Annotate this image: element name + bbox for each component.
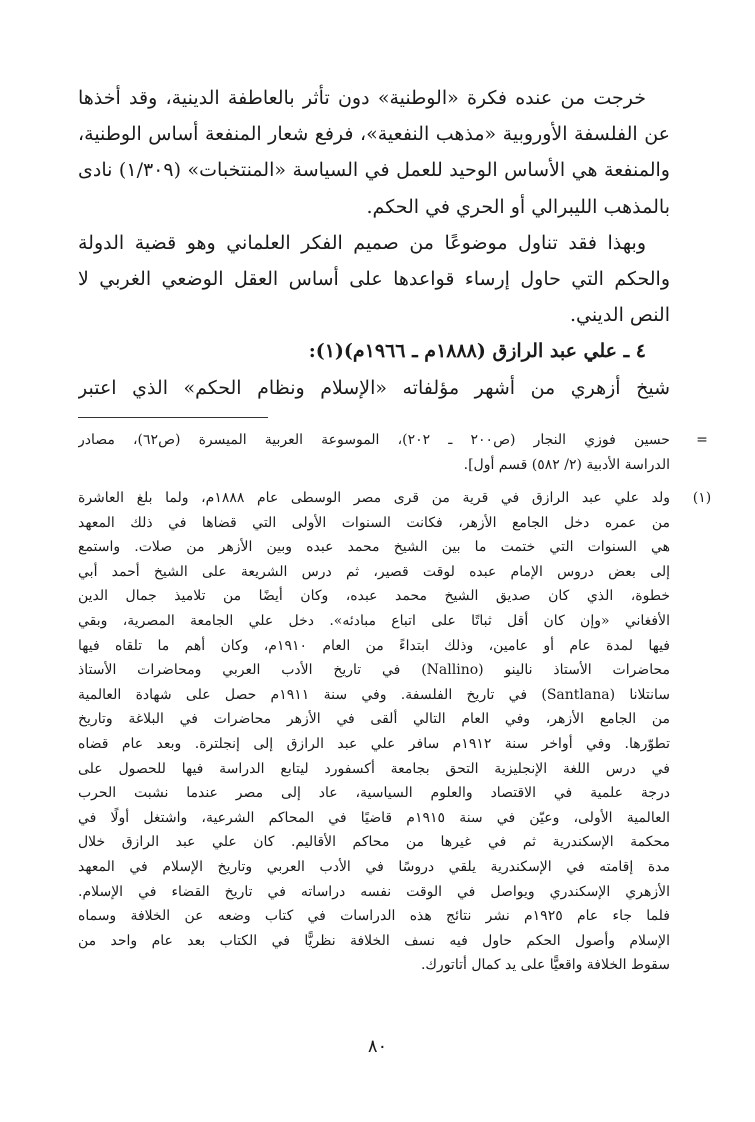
page-number: ٨٠ [367,1036,388,1057]
footnote-line: الأفغاني «وإن كان أقل ثباتًا على اتباع مبادئه». دخل علي الجامعة المصرية، وبقي [78,612,670,629]
footnote-line: مدة إقامته في الإسكندرية يلقي دروسًا في الأدب العربي وتاريخ الإسلام في المعهد [78,858,670,875]
footnote-line: الأزهري الإسكندري ويواصل في الوقت نفسه دراساته في تاريخ القضاء في الإسلام. [78,883,670,900]
footnote-line: سقوط الخلافة واقعيًّا على يد كمال أتاتورك. [420,957,670,974]
footnote-line: من الجامع الأزهر، وفي العام التالي ألقى في الأزهر محاضرات في البلاغة وتاريخ [78,711,670,728]
main-line: بالمذهب الليبرالي أو الحري في الحكم. [366,195,670,218]
footnote-line: الدراسة الأدبية (٢/ ٥٨٢) قسم أول]. [463,456,670,473]
footnote-line: حسين فوزي النجار (ص٢٠٠ ـ ٢٠٢)، الموسوعة العربية الميسرة (ص٦٢)، مصادر [78,432,670,448]
footnote-line: تطوّرها. وفي أواخر سنة ١٩١٢م سافر علي عبد الرازق إلى إنجلترة. وبعد عام قضاه [78,735,670,752]
footnote-line: من عمره دخل الجامع الأزهر، فكانت السنوات الأولى التي قضاها في ذلك المعهد [78,514,670,531]
main-text [78,80,670,406]
footnote-line: ولد علي عبد الرازق في قرية من قرى مصر الوسطى عام ١٨٨٨م، ولما بلغ العاشرة [78,490,670,506]
footnote-1 [78,486,712,978]
main-line: والمنفعة هي الأساس الوحيد للعمل في السياسة «المنتخبات» (١/٣٠٩) نادى [78,159,670,182]
main-line: النص الديني. [569,304,670,327]
footnote-1-marker: (١) [692,490,712,506]
footnote-line: خطوة، الذي كان صديق الشيخ محمد عبده، وكان أيضًا من تلاميذ جمال الدين [78,588,670,605]
footnote-line: محكمة الإسكندرية ثم في غيرها من محاكم الأقاليم. كان علي عبد الرازق خلال [78,834,670,851]
footnote-line: سانتلانا (Santlana) في تاريخ الفلسفة. وفي سنة ١٩١١م حصل على شهادة العالمية [78,686,670,703]
footnote-line: هي السنوات التي ختمت ما بين الشيخ محمد عبده وبين الأزهر من صلات. واستمع [78,539,670,556]
main-line: والحكم التي حاول إرساء قواعدها على أساس العقل الوضعي الغربي لا [78,267,670,290]
main-line: عن الفلسفة الأوروبية «مذهب النفعية»، فرفع شعار المنفعة أساس الوطنية، [78,123,670,146]
footnote-line: في درس اللغة الإنجليزية التحق بجامعة أكسفورد ليتابع الدراسة فيها للحصول على [78,760,670,777]
footnote-line: فلما جاء عام ١٩٢٥م نشر نتائج هذه الدراسات في كتاب وضعه عن الخلافة وسماه [78,908,670,925]
main-line: وبهذا فقد تناول موضوعًا من صميم الفكر العلماني وهو قضية الدولة [78,231,646,254]
footnote-separator [78,417,268,418]
footnote-line: الإسلام وأصول الحكم حاول فيه نسف الخلافة نظريًّا في الكتاب بعد عام واحد من [78,932,670,949]
footnote-line: إلى بعض دروس الإمام عبده لوقت قصير، ثم درس الشريعة على الشيخ أحمد أبي [78,563,670,580]
main-line: خرجت من عنده فكرة «الوطنية» دون تأثر بالعاطفة الدينية، وقد أخذها [78,87,646,109]
main-line: شيخ أزهري من أشهر مؤلفاته «الإسلام ونظام الحكم» الذي اعتبر [78,376,670,399]
section-heading: ٤ ـ علي عبد الرازق (١٨٨٨م ـ ١٩٦٦م)(١): [308,340,646,363]
footnote-continued-marker: = [696,432,708,448]
footnote-line: محاضرات الأستاذ نالينو (Nallino) في تاريخ الأدب العربي ومحاضرات الأستاذ [78,662,670,679]
footnote-line: درجة علمية في الاقتصاد والعلوم السياسية، عاد إلى مصر عندما نشبت الحرب [78,785,670,802]
footnote-continued [78,428,708,477]
footnote-line: فيها لمدة عام أو عامين، وذلك ابتداءً من العام ١٩١٠م، وكان أهم ما تلقاه فيها [78,637,670,654]
footnote-line: العالمية الأولى، وعيّن في سنة ١٩١٥م قاضيًا في المحاكم الشرعية، واشتغل أولًا في [78,809,670,826]
